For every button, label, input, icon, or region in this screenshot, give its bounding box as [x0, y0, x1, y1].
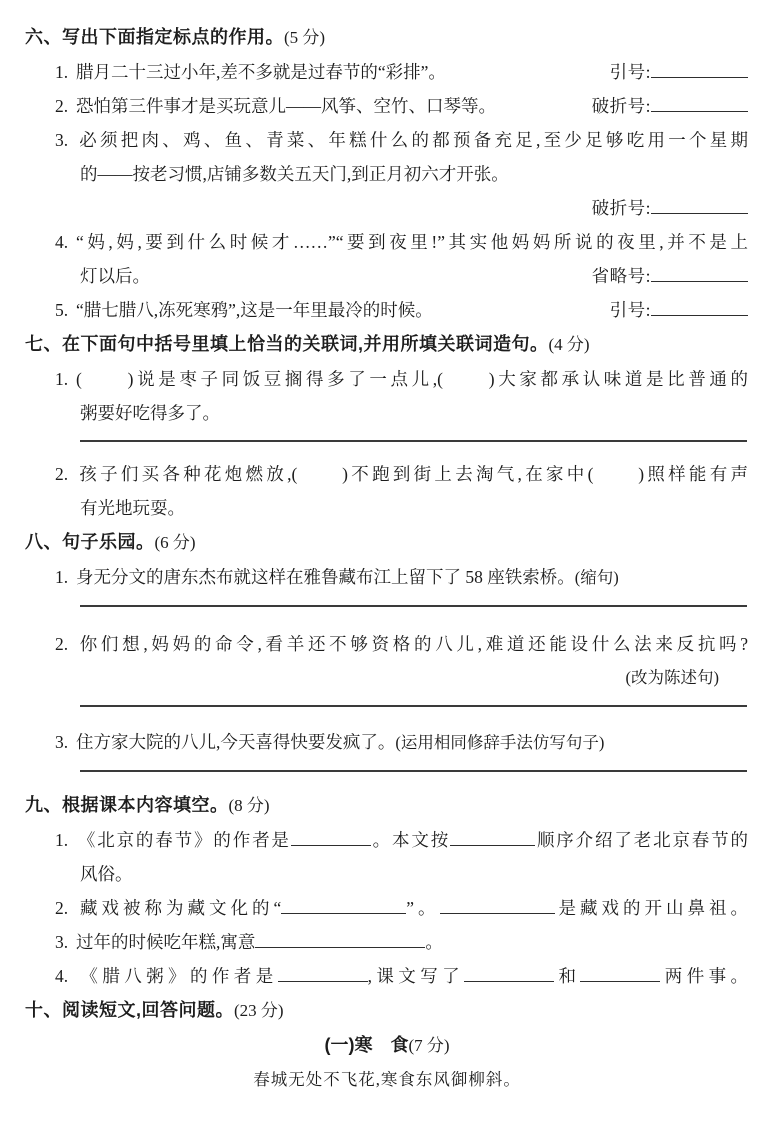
section-7-score: (4 分) — [548, 335, 590, 354]
section-9-score: (8 分) — [228, 796, 270, 815]
question-number: 1. — [55, 830, 69, 850]
punct-answer-6-2 — [592, 89, 749, 123]
question-number: 2. — [55, 464, 69, 484]
question-instruction: (运用相同修辞手法仿写句子) — [395, 733, 605, 752]
section-6-title-text: 六、写出下面指定标点的作用。 — [25, 27, 284, 47]
question-sentence: 灯以后。 — [80, 266, 150, 286]
answer-blank — [651, 199, 748, 214]
question-9-1-line2 — [25, 857, 749, 891]
question-instruction: (缩句) — [574, 568, 619, 587]
question-number: 1. — [55, 369, 69, 389]
section-7-title-text: 七、在下面句中括号里填上恰当的关联词,并用所填关联词造句。 — [25, 334, 549, 354]
question-sentence: “妈,妈,要到什么时候才……”“要到夜里!”其实他妈妈所说的夜里,并不是上 — [76, 232, 748, 252]
answer-blank — [651, 97, 748, 112]
punct-answer-6-1 — [610, 55, 749, 89]
question-sentence: 必须把肉、鸡、鱼、青菜、年糕什么的都预备充足,至少足够吃用一个星期 — [76, 130, 748, 150]
section-9-title — [25, 788, 749, 823]
question-sentence: 《腊八粥》的作者是 — [76, 966, 278, 986]
writing-line — [80, 430, 747, 442]
passage-score: (7 分) — [408, 1036, 450, 1055]
question-8-3 — [25, 725, 749, 760]
question-8-2-instruction — [25, 661, 749, 695]
question-sentence: 的——按老习惯,店铺多数关五天门,到正月初六才开张。 — [80, 164, 509, 184]
question-6-4-line2 — [25, 259, 749, 293]
passage-title-text: (一)寒 食 — [324, 1035, 409, 1055]
fill-blank — [440, 899, 555, 914]
section-10-score: (23 分) — [234, 1001, 284, 1020]
question-sentence: 身无分文的唐东杰布就这样在雅鲁藏布江上留下了 58 座铁索桥。 — [76, 567, 575, 587]
question-number: 4. — [55, 232, 69, 252]
question-number: 2. — [55, 96, 69, 116]
fill-blank — [291, 831, 371, 846]
poem-text: 春城无处不飞花,寒食东风御柳斜。 — [253, 1070, 521, 1089]
answer-blank — [651, 301, 748, 316]
poem-line — [25, 1063, 749, 1097]
punct-label: 破折号: — [591, 96, 651, 116]
punct-answer-6-3 — [25, 191, 749, 225]
writing-line — [80, 695, 747, 707]
question-6-2-text — [55, 89, 496, 123]
question-sentence: ,课文写了 — [367, 966, 465, 986]
question-number: 3. — [55, 130, 69, 150]
question-sentence: 。 — [425, 932, 443, 952]
question-sentence: ( )说是枣子同饭豆搁得多了一点儿,( )大家都承认味道是比普通的 — [76, 369, 748, 389]
question-6-1-text — [55, 55, 446, 89]
question-number: 1. — [55, 62, 69, 82]
question-sentence: 。本文按 — [370, 830, 451, 850]
fill-blank — [580, 967, 660, 982]
question-sentence: 是藏戏的开山鼻祖。 — [554, 898, 748, 918]
section-9-title-text: 九、根据课本内容填空。 — [25, 795, 229, 815]
question-sentence: 有光地玩耍。 — [80, 498, 185, 518]
question-6-5-text — [55, 293, 433, 327]
question-9-3 — [25, 925, 749, 959]
question-sentence: ”。 — [406, 898, 440, 918]
question-number: 4. — [55, 966, 69, 986]
question-sentence: 孩子们买各种花炮燃放,( )不跑到街上去淘气,在家中( )照样能有声 — [76, 464, 748, 484]
question-7-2-line1 — [25, 457, 749, 491]
answer-blank — [651, 63, 748, 78]
section-9-fill-blanks — [25, 788, 749, 993]
section-8-sentences — [25, 525, 749, 772]
question-number: 3. — [55, 732, 69, 752]
punct-label: 引号: — [609, 62, 651, 82]
fill-blank — [255, 933, 425, 948]
section-10-title-text: 十、阅读短文,回答问题。 — [25, 1000, 234, 1020]
question-sentence: 风俗。 — [80, 864, 133, 884]
question-9-1-line1 — [25, 823, 749, 857]
question-sentence: 顺序介绍了老北京春节的 — [535, 830, 749, 850]
question-number: 2. — [55, 898, 69, 918]
question-sentence: 你们想,妈妈的命令,看羊还不够资格的八儿,难道还能设什么法来反抗吗? — [76, 634, 748, 654]
section-8-score: (6 分) — [154, 533, 196, 552]
question-sentence: 住方家大院的八儿,今天喜得快要发疯了。 — [76, 732, 396, 752]
writing-line — [80, 760, 747, 772]
question-6-3-line2 — [25, 157, 749, 191]
question-number: 1. — [55, 567, 69, 587]
section-6-score: (5 分) — [284, 28, 326, 47]
question-7-1-line1 — [25, 362, 749, 396]
writing-line — [80, 595, 747, 607]
section-7-title — [25, 327, 749, 362]
fill-blank — [278, 967, 368, 982]
question-sentence: “腊七腊八,冻死寒鸦”,这是一年里最冷的时候。 — [76, 300, 433, 320]
question-number: 5. — [55, 300, 69, 320]
question-sentence: 腊月二十三过小年,差不多就是过春节的“彩排”。 — [76, 62, 446, 82]
fill-blank — [281, 899, 406, 914]
fill-blank — [464, 967, 554, 982]
question-6-4-line1 — [25, 225, 749, 259]
question-sentence: 《北京的春节》的作者是 — [76, 830, 291, 850]
question-8-2 — [25, 627, 749, 661]
question-6-1 — [25, 55, 749, 89]
question-number: 3. — [55, 932, 69, 952]
punct-answer-6-4 — [592, 259, 749, 293]
section-8-title-text: 八、句子乐园。 — [25, 532, 155, 552]
section-10-reading — [25, 993, 749, 1097]
question-9-2 — [25, 891, 749, 925]
passage-title — [25, 1028, 749, 1063]
question-7-1-line2 — [25, 396, 749, 430]
question-instruction: (改为陈述句) — [625, 668, 719, 687]
question-9-4 — [25, 959, 749, 993]
question-sentence: 藏戏被称为藏文化的“ — [76, 898, 282, 918]
punct-label: 破折号: — [591, 198, 651, 218]
question-8-1 — [25, 560, 749, 595]
question-sentence: 恐怕第三件事才是买玩意儿——风筝、空竹、口琴等。 — [76, 96, 496, 116]
question-6-5 — [25, 293, 749, 327]
punct-answer-6-5 — [610, 293, 749, 327]
question-sentence: 和 — [554, 966, 581, 986]
question-number: 2. — [55, 634, 69, 654]
fill-blank — [450, 831, 535, 846]
question-6-3-line1 — [25, 123, 749, 157]
section-10-title — [25, 993, 749, 1028]
section-7-conjunctions — [25, 327, 749, 525]
punct-label: 省略号: — [591, 266, 651, 286]
question-sentence: 两件事。 — [660, 966, 749, 986]
question-sentence: 粥要好吃得多了。 — [80, 403, 220, 423]
question-7-2-line2 — [25, 491, 749, 525]
section-6-title — [25, 20, 749, 55]
section-8-title — [25, 525, 749, 560]
section-6-punctuation — [25, 20, 749, 327]
question-6-2 — [25, 89, 749, 123]
punct-label: 引号: — [609, 300, 651, 320]
question-sentence: 过年的时候吃年糕,寓意 — [76, 932, 256, 952]
answer-blank — [651, 267, 748, 282]
